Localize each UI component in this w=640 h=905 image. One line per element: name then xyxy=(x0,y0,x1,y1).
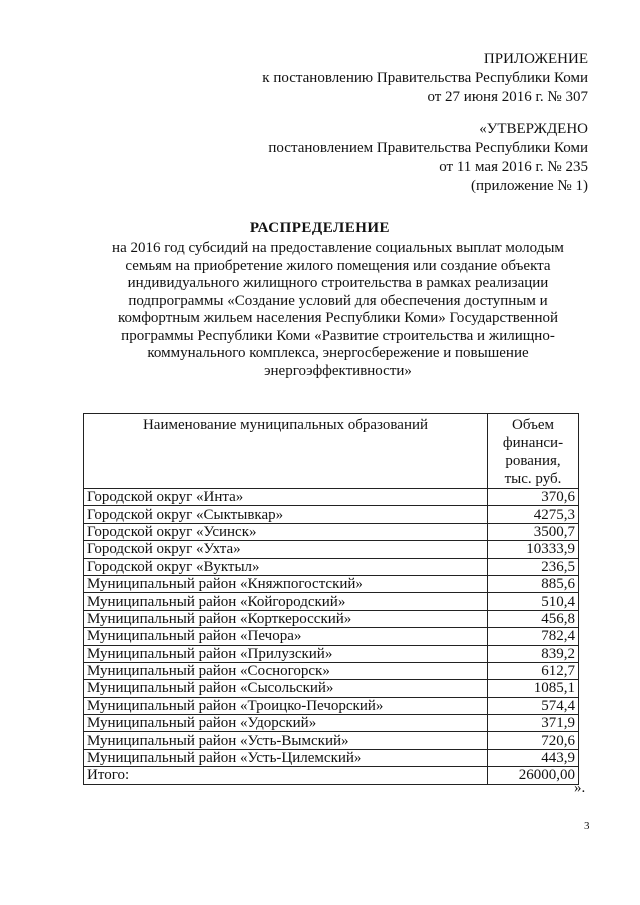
municipality-name: Муниципальный район «Удорский» xyxy=(84,715,488,732)
approved-header xyxy=(268,120,588,196)
table-row xyxy=(84,697,579,714)
municipality-name: Городской округ «Инта» xyxy=(84,489,488,506)
header-amount: Объем финанси-рования, тыс. руб. xyxy=(488,414,579,489)
funding-amount: 236,5 xyxy=(488,558,579,575)
appendix-header xyxy=(262,50,588,107)
funding-amount: 456,8 xyxy=(488,610,579,627)
table-body xyxy=(84,489,579,767)
funding-amount: 885,6 xyxy=(488,575,579,592)
municipality-name: Муниципальный район «Корткеросский» xyxy=(84,610,488,627)
table-header-row xyxy=(84,414,579,489)
appendix-line: от 27 июня 2016 г. № 307 xyxy=(427,89,588,105)
page-number: 3 xyxy=(584,820,590,832)
municipality-name: Городской округ «Вуктыл» xyxy=(84,558,488,575)
table-row xyxy=(84,715,579,732)
municipality-name: Муниципальный район «Койгородский» xyxy=(84,593,488,610)
table-row xyxy=(84,558,579,575)
funding-amount: 720,6 xyxy=(488,732,579,749)
table-row xyxy=(84,662,579,679)
municipality-name: Городской округ «Ухта» xyxy=(84,541,488,558)
municipality-name: Городской округ «Сыктывкар» xyxy=(84,506,488,523)
funding-amount: 10333,9 xyxy=(488,541,579,558)
funding-amount: 839,2 xyxy=(488,645,579,662)
funding-amount: 4275,3 xyxy=(488,506,579,523)
funding-amount: 370,6 xyxy=(488,489,579,506)
table-row xyxy=(84,628,579,645)
appendix-line: к постановлению Правительства Республики Коми xyxy=(262,70,588,86)
table-row xyxy=(84,541,579,558)
appendix-line: ПРИЛОЖЕНИЕ xyxy=(483,51,588,67)
document-title: РАСПРЕДЕЛЕНИЕ xyxy=(249,220,391,236)
funding-amount: 371,9 xyxy=(488,715,579,732)
table-row xyxy=(84,680,579,697)
table-row xyxy=(84,749,579,766)
table-row xyxy=(84,575,579,592)
municipality-name: Муниципальный район «Сысольский» xyxy=(84,680,488,697)
approved-line: «УТВЕРЖДЕНО xyxy=(479,121,588,137)
closing-quote: ». xyxy=(574,780,586,796)
funding-amount: 510,4 xyxy=(488,593,579,610)
table-row xyxy=(84,523,579,540)
total-row xyxy=(84,767,579,784)
header-name: Наименование муниципальных образований xyxy=(84,414,488,489)
table-row xyxy=(84,732,579,749)
document-subtitle: на 2016 год субсидий на предоставление социальных выплат молодым семьям на приобретение жилого помещения или создание объекта индивидуального жилищного строительства в рамках реализации подпрограммы «Создание условий для обеспечения доступным и комфортным жильем населения Республики Коми» Государственной программы Республики Коми «Развитие строительства и жилищно-коммунального комплекса, энергосбережение и повышение энергоэффективности» xyxy=(112,240,564,379)
municipality-name: Муниципальный район «Усть-Цилемский» xyxy=(84,749,488,766)
table-row xyxy=(84,593,579,610)
municipality-name: Городской округ «Усинск» xyxy=(84,523,488,540)
table-row xyxy=(84,610,579,627)
municipality-name: Муниципальный район «Сосногорск» xyxy=(84,662,488,679)
funding-amount: 612,7 xyxy=(488,662,579,679)
approved-line: постановлением Правительства Республики Коми xyxy=(268,140,588,156)
distribution-table xyxy=(83,413,579,785)
funding-amount: 3500,7 xyxy=(488,523,579,540)
funding-amount: 443,9 xyxy=(488,749,579,766)
table-row xyxy=(84,645,579,662)
municipality-name: Муниципальный район «Княжпогостский» xyxy=(84,575,488,592)
municipality-name: Муниципальный район «Троицко-Печорский» xyxy=(84,697,488,714)
total-amount: 26000,00 xyxy=(488,767,579,784)
approved-line: (приложение № 1) xyxy=(470,178,588,194)
table-row xyxy=(84,506,579,523)
table-row xyxy=(84,489,579,506)
funding-amount: 1085,1 xyxy=(488,680,579,697)
approved-line: от 11 мая 2016 г. № 235 xyxy=(439,159,588,175)
municipality-name: Муниципальный район «Печора» xyxy=(84,628,488,645)
funding-amount: 782,4 xyxy=(488,628,579,645)
municipality-name: Муниципальный район «Прилузский» xyxy=(84,645,488,662)
total-label: Итого: xyxy=(84,767,488,784)
funding-amount: 574,4 xyxy=(488,697,579,714)
municipality-name: Муниципальный район «Усть-Вымский» xyxy=(84,732,488,749)
